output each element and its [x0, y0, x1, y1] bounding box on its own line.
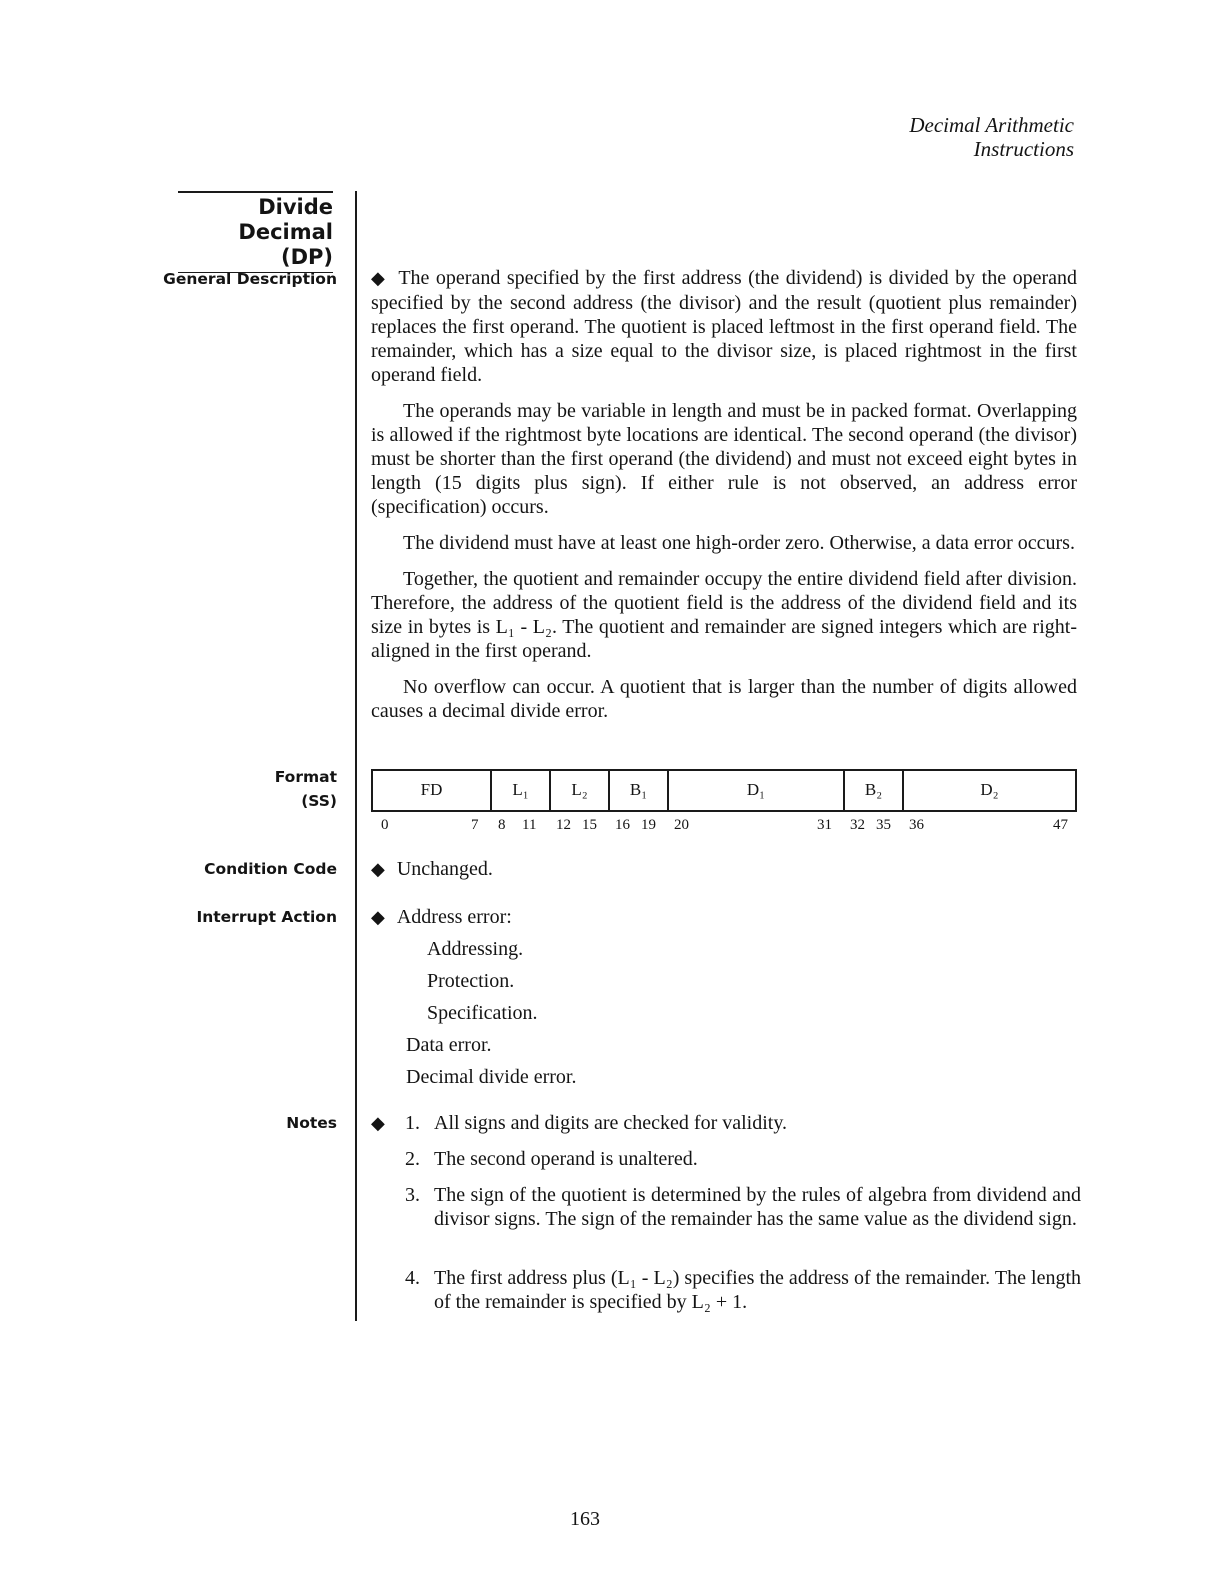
heading-format: Format: [274, 768, 337, 786]
bit-label: 31: [817, 817, 832, 833]
heading-format-type: (SS): [301, 792, 337, 810]
note-item: [405, 1147, 1081, 1171]
heading-interrupt-action: Interrupt Action: [196, 908, 337, 926]
paragraph: The dividend must have at least one high-order zero. Otherwise, a data error occurs.: [403, 532, 1075, 554]
running-head-line1: Decimal Arithmetic: [909, 113, 1074, 137]
bit-label: 20: [674, 817, 689, 833]
bit-label: 8: [498, 817, 506, 833]
note-number: 4.: [405, 1267, 420, 1289]
format-field-b1: B₁: [610, 771, 669, 810]
note-number: 1.: [405, 1112, 420, 1134]
note-number: 3.: [405, 1184, 420, 1206]
paragraph: No overflow can occur. A quotient that is larger than the number of digits allowed causes a decimal divide error.: [371, 676, 1077, 722]
running-head: [909, 113, 1074, 161]
bullet-diamond-icon: ◆: [371, 859, 385, 880]
notes-bullet: [371, 1111, 397, 1136]
running-head-line2: Instructions: [973, 137, 1074, 161]
bit-label: 16: [615, 817, 630, 833]
note-item: [405, 1266, 1081, 1314]
note-number: 2.: [405, 1148, 420, 1170]
heading-notes: Notes: [286, 1114, 337, 1132]
bit-label: 47: [1053, 817, 1068, 833]
page-number: 163: [570, 1508, 600, 1530]
interrupt-sub-item: Protection.: [427, 970, 515, 992]
note-text: The second operand is unaltered.: [434, 1148, 698, 1170]
section-title-line1: Divide Decimal: [238, 195, 333, 244]
interrupt-head-text: Address error:: [396, 906, 512, 928]
interrupt-item: Decimal divide error.: [406, 1066, 577, 1088]
format-field-d1: D₁: [669, 771, 845, 810]
paragraph: Together, the quotient and remainder occupy the entire dividend field after division. Therefore, the address of the quotient field is the address of the dividend field and its size in bytes is L₁ - L₂. The quotient and remainder are signed integers which are right-aligned in the first operand.: [371, 568, 1077, 662]
format-field-d2: D₂: [980, 780, 999, 799]
format-field-fd: FD: [373, 771, 492, 810]
margin-rule: [355, 191, 357, 1321]
format-field-b2: B₂: [845, 771, 904, 810]
interrupt-head: [371, 905, 512, 930]
section-title: [178, 191, 333, 273]
bit-label: 0: [381, 817, 389, 833]
note-item: [405, 1183, 1081, 1231]
bit-label: 19: [641, 817, 656, 833]
section-title-line2: (DP): [280, 245, 333, 269]
bit-label: 7: [471, 817, 479, 833]
note-text: All signs and digits are checked for validity.: [434, 1112, 788, 1134]
bullet-diamond-icon: ◆: [371, 907, 385, 928]
note-text: The sign of the quotient is determined by the rules of algebra from dividend and divisor signs. The sign of the remainder has the same value as the dividend sign.: [434, 1184, 1081, 1230]
paragraph: ◆ The operand specified by the first address (the dividend) is divided by the operand specified by the second address (the divisor) and the result (quotient plus remainder) replaces the first operand. The quotient is placed leftmost in the first operand field. The remainder, which has a size equal to the divisor size, is placed rightmost in the first operand field.: [371, 267, 1078, 386]
condition-code-text: Unchanged.: [396, 858, 493, 880]
condition-code-item: [371, 857, 493, 882]
paragraph: The operands may be variable in length and must be in packed format. Overlapping is allowed if the rightmost byte locations are identical. The second operand (the divisor) must be shorter than the first operand (the dividend) and must not exceed eight bytes in length (15 digits plus sign). If either rule is not observed, an address error (specification) occurs.: [371, 400, 1077, 518]
bit-label: 35: [876, 817, 891, 833]
bit-label: 15: [582, 817, 597, 833]
interrupt-sub-item: Addressing.: [427, 938, 524, 960]
instruction-format-box: [371, 769, 1077, 812]
format-field-l1: L₁: [492, 771, 551, 810]
heading-condition-code: Condition Code: [204, 860, 337, 878]
bit-label: 11: [522, 817, 537, 833]
note-text: The first address plus (L₁ - L₂) specifies the address of the remainder. The length of the remainder is specified by L₂ + 1.: [434, 1267, 1081, 1313]
format-field-l2: L₂: [551, 771, 610, 810]
bullet-diamond-icon: ◆: [371, 1113, 385, 1134]
bit-label: 12: [556, 817, 571, 833]
interrupt-sub-item: Specification.: [427, 1002, 538, 1024]
bit-label: 32: [850, 817, 865, 833]
bullet-diamond-icon: ◆: [371, 268, 387, 289]
bit-label: 36: [909, 817, 924, 833]
interrupt-item: Data error.: [406, 1034, 492, 1056]
note-item: [405, 1111, 1081, 1135]
general-description: [371, 266, 1077, 723]
heading-general-description: General Description: [163, 270, 337, 288]
